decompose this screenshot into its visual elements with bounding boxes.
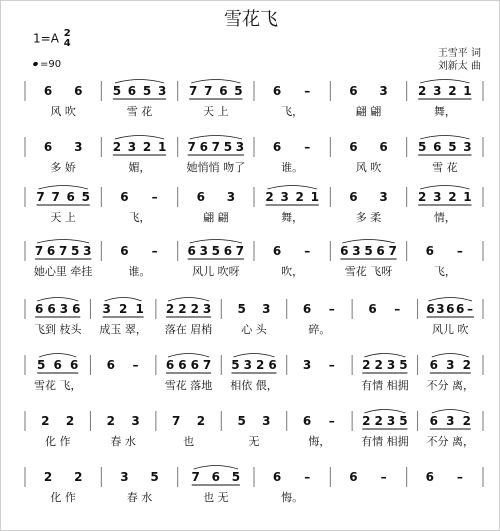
composer-credit: 刘新太 曲 [437,61,481,72]
lyric: 悔。 [281,491,304,504]
note: 2 [462,358,471,372]
note: 2 [374,358,383,372]
note: 6 [302,302,312,316]
note: 6 [272,470,282,484]
note: – [132,358,139,372]
note: 2 [118,302,128,316]
note: 6 [379,140,388,154]
slur [342,240,394,244]
note: 6 [425,244,434,258]
lyric: 谁。 [281,161,304,174]
note: 5 [223,140,233,154]
note: 3 [262,414,271,428]
note: 7 [202,358,212,372]
note: 6 [43,140,53,154]
note: 3 [433,190,442,204]
lyric: 翩 翩 [203,211,229,224]
slur [115,80,164,84]
lyric: 碎。 [308,323,331,336]
note: – [151,190,158,204]
note: 6 [66,190,75,204]
note: 3 [386,414,396,428]
note: 2 [462,414,471,428]
note: 3 [131,414,140,428]
note: 2 [448,84,457,98]
key-label: 1=A [33,31,59,46]
note: 7 [204,84,213,98]
note: – [304,470,311,484]
note: 2 [106,414,115,428]
note: 2 [196,414,206,428]
note: 5 [418,140,427,154]
note: 6 [43,84,53,98]
lyricist-credit: 王雪平 词 [437,48,481,59]
note: 5 [231,358,240,372]
note: 3 [379,190,388,204]
note: 3 [59,302,69,316]
note: 6 [127,84,137,98]
note: 6 [106,358,115,372]
note: 5 [71,244,80,258]
note: 3 [262,302,271,316]
note: 6 [349,84,358,98]
note: – [304,84,311,98]
note: 6 [120,190,129,204]
note: – [151,244,158,258]
note: 5 [142,84,152,98]
lyric: 不分 离， [426,435,475,448]
slur [39,186,88,190]
note: 2 [362,414,371,428]
lyric: 成玉 翠， [99,323,147,336]
note: 3 [226,190,236,204]
note: 5 [231,470,241,484]
note: – [304,140,311,154]
note: 6 [426,302,435,316]
slur [37,298,78,302]
note: 3 [436,302,445,316]
slur [268,186,317,190]
lyric: 风儿 吹 [432,323,469,336]
lyric: 也 [183,435,195,448]
note: 6 [376,244,385,258]
lyric: 不分 离， [426,379,475,392]
lyric: 心 头 [241,323,267,336]
lyric: 风 吹 [355,161,382,174]
note: – [328,358,335,372]
note: 6 [211,470,221,484]
note: 2 [265,190,274,204]
note: 6 [47,302,56,316]
note: 6 [178,358,187,372]
note: 2 [362,358,371,372]
note: 3 [157,84,167,98]
note: 2 [142,140,152,154]
note: 6 [272,84,282,98]
lyric: 飞， [433,265,456,278]
note: 3 [243,358,253,372]
note: 6 [349,140,358,154]
note: 7 [388,244,397,258]
lyric: 悔， [308,435,331,448]
note: – [467,302,474,316]
lyric: 翩 翩 [355,105,382,118]
note: 2 [374,414,383,428]
slur [105,298,142,302]
note: 7 [36,190,45,204]
note: 2 [43,470,53,484]
lyric: 雪花 飞呀 [344,265,393,278]
slur [420,186,469,190]
jianpu-score [1,1,500,531]
note: 6 [219,84,228,98]
note: 6 [53,358,62,372]
lyric: 相依 偎， [230,379,278,392]
slur [233,354,274,358]
lyric: 落在 眉梢 [164,323,213,336]
lyric: 有情 相拥 [361,435,409,448]
note: 2 [41,414,50,428]
slur [429,298,473,302]
note: 5 [81,190,90,204]
lyric: 她心里 牵挂 [33,265,93,278]
lyric: 情， [433,211,456,224]
note: 6 [190,358,199,372]
slur [190,240,242,244]
note: 6 [268,358,277,372]
time-signature-top: 2 [63,28,71,39]
slur [432,354,469,358]
note: 6 [46,244,56,258]
note: 3 [127,140,137,154]
lyric: 她悄悄 吻了 [186,161,246,174]
lyric: 舞， [433,105,456,118]
slur [190,136,242,140]
lyric: 也 无 [203,491,229,504]
note: 3 [120,470,129,484]
lyric: 化 作 [50,491,76,504]
time-signature-bottom: 4 [63,38,71,49]
note: 6 [433,140,442,154]
slur [115,136,164,140]
note: – [456,470,463,484]
note: 7 [235,244,245,258]
note: 6 [72,302,81,316]
note: 5 [399,414,408,428]
note: 2 [418,190,427,204]
note: 6 [429,358,438,372]
note: 3 [202,302,212,316]
note: 3 [280,190,289,204]
lyric: 雪 花 [432,161,458,174]
slur [168,354,209,358]
note: – [394,302,401,316]
note: 7 [51,190,60,204]
note: 3 [83,244,92,258]
note: 6 [349,190,358,204]
note: 6 [223,244,233,258]
slur [39,354,76,358]
note: 1 [463,84,472,98]
note: 2 [418,84,427,98]
note: 6 [70,358,79,372]
lyric: 雪花 落地 [164,379,213,392]
note: 6 [272,244,282,258]
note: 6 [165,358,175,372]
note: 6 [196,190,205,204]
note: 6 [34,302,44,316]
note: 3 [102,302,111,316]
note: 3 [386,358,396,372]
note: 6 [187,244,196,258]
note: 2 [112,140,122,154]
slur [194,466,238,470]
lyric: 谁。 [128,265,151,278]
lyric: 飞， [128,211,151,224]
note: 3 [463,140,472,154]
slur [364,410,405,414]
slur [37,240,89,244]
tempo-value: =90 [40,59,62,70]
slur [420,80,469,84]
lyric: 多 柔 [355,211,382,224]
note: 3 [199,244,208,258]
lyric: 雪 花 [126,105,153,118]
note: 3 [235,140,245,154]
note: 7 [172,414,181,428]
note: 7 [191,470,200,484]
note: – [328,414,335,428]
note: 2 [190,302,199,316]
lyric: 媚， [128,161,151,174]
note: 1 [157,140,167,154]
slur [432,410,469,414]
note: 5 [112,84,122,98]
lyric: 舞， [281,211,304,224]
slur [364,354,405,358]
note: 2 [255,358,265,372]
lyric: 风儿 吹呀 [192,265,240,278]
note: 2 [74,470,83,484]
lyric: 天 上 [50,211,76,224]
note: 5 [211,244,221,258]
note: 6 [272,140,282,154]
note: 6 [455,302,465,316]
note: 7 [189,84,198,98]
note: 2 [178,302,187,316]
note: – [380,470,387,484]
lyric: 吹， [281,265,304,278]
note: 6 [425,470,434,484]
note: 6 [446,302,455,316]
lyric: 飞， [281,105,304,118]
note: 1 [310,190,319,204]
note: 7 [211,140,221,154]
note: 6 [302,414,312,428]
lyric: 化 作 [44,435,71,448]
note: 6 [74,84,83,98]
note: 3 [302,358,312,372]
lyric: 风 吹 [50,105,76,118]
slur [168,298,209,302]
note: 5 [234,84,243,98]
lyric: 春 水 [110,435,136,448]
note: 3 [379,84,388,98]
note: 1 [135,302,144,316]
note: 7 [58,244,68,258]
lyric: 无 [248,435,260,448]
note: 3 [352,244,361,258]
note: 6 [368,302,377,316]
note: 3 [433,84,442,98]
lyric: 雪花 飞， [33,379,82,392]
note: 5 [37,358,46,372]
slur [191,80,240,84]
note: 5 [237,414,246,428]
note: 6 [340,244,349,258]
note: 6 [199,140,208,154]
note: 2 [65,414,75,428]
slur [420,136,469,140]
note: 5 [448,140,457,154]
lyric: 多 娇 [50,161,76,174]
note: 2 [165,302,175,316]
lyric: 天 上 [203,105,229,118]
note: 7 [187,140,196,154]
note: 5 [399,358,408,372]
note: 5 [150,470,159,484]
note: 6 [429,414,438,428]
lyric: 春 水 [126,491,153,504]
note: 1 [463,190,472,204]
note: – [304,244,311,258]
song-title: 雪花飞 [224,9,278,30]
note: 6 [349,470,358,484]
note: – [328,302,335,316]
note: 2 [295,190,304,204]
note: 6 [120,244,129,258]
note: 5 [364,244,373,258]
note: 5 [237,302,246,316]
note: 2 [448,190,457,204]
lyric: 有情 相拥 [361,379,409,392]
note: 3 [446,358,455,372]
note: 3 [74,140,83,154]
note: 7 [34,244,44,258]
note: – [456,244,463,258]
note: 3 [446,414,455,428]
lyric: 飞到 枝头 [33,323,82,336]
